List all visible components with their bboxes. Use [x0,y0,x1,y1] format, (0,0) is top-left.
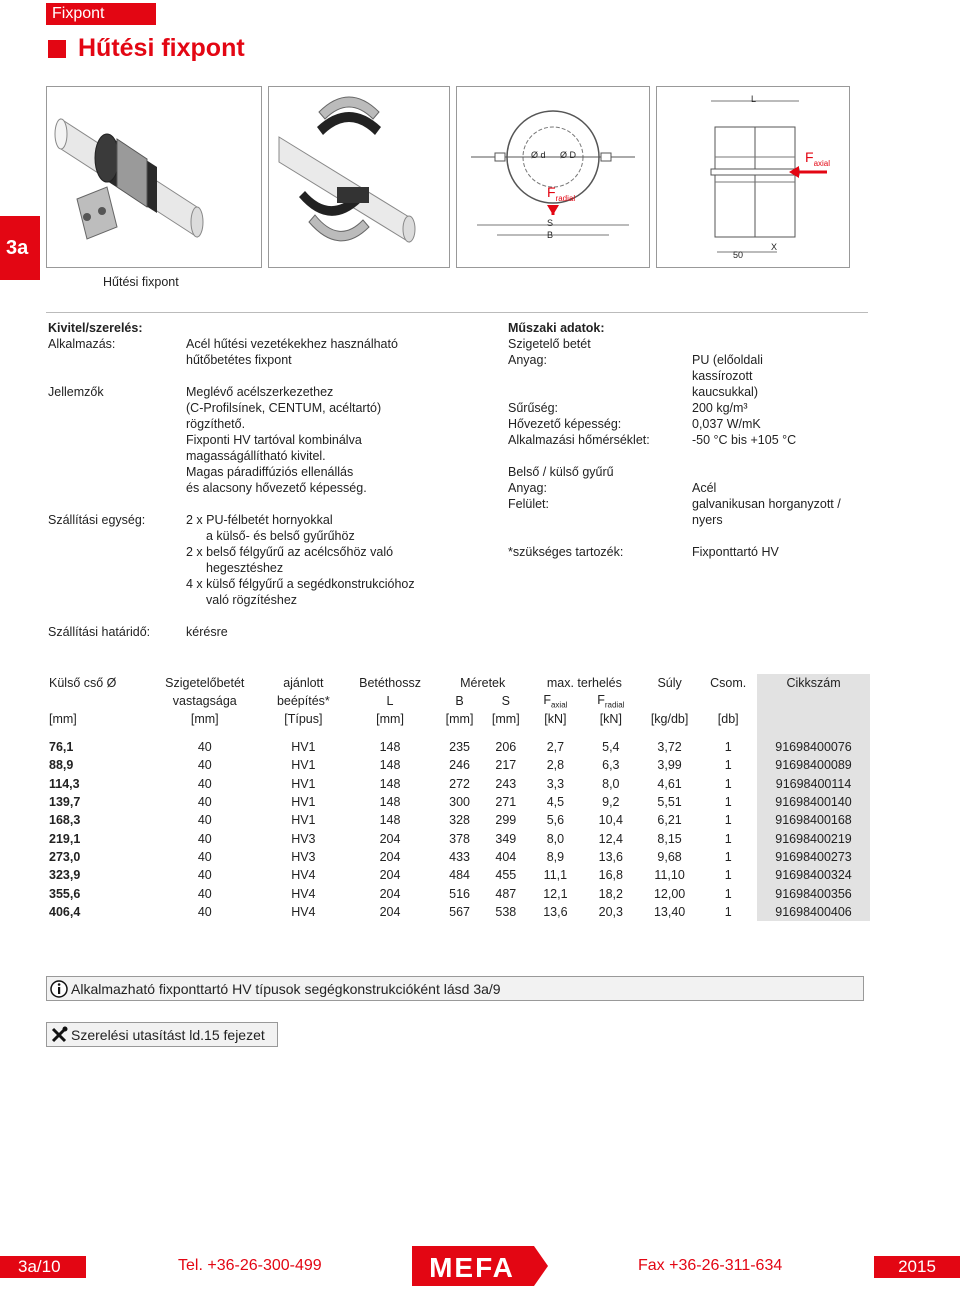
szallitasi-line: 4 x külső félgyűrű a segédkonstrukcióhoz [186,577,415,591]
table-cell: 11,10 [654,868,685,883]
table-cell: 18,2 [598,886,623,901]
col-header [699,692,757,710]
page-number: 3a/10 [0,1256,86,1278]
table-cell: 299 [495,813,517,828]
f-radial-label: $F_{radial}$ [547,184,576,203]
page-title: Hűtési fixpont [78,34,245,62]
figure-caption: Hűtési fixpont [103,275,179,289]
table-row [46,829,870,847]
table-cell: 139,7 [49,795,81,810]
table-cell: 148 [379,813,401,828]
felulet-line: nyers [692,513,723,527]
s-dim-label: S [547,218,554,228]
footer-year: 2015 [874,1256,960,1278]
jellemzok-line: Fixponti HV tartóval kombinálva [186,433,362,447]
divider [46,312,868,313]
logo-text: MEFA [429,1252,515,1283]
table-cell: 10,4 [598,813,623,828]
tools-icon [50,1026,68,1044]
table-row [46,866,870,884]
table-cell: 40 [197,740,212,755]
unit-cell: [db] [717,712,739,726]
chapter-tab: 3a [0,216,40,280]
alkalmazas-line: Acél hűtési vezetékekhez használható [186,337,398,351]
unit-cell: [mm] [445,712,474,726]
anyag-line: kassírozott [692,369,753,383]
table-cell: 91698400219 [757,829,870,847]
szallitasi-line: 2 x belső félgyűrű az acélcsőhöz való [186,545,394,559]
table-cell: HV4 [291,886,316,901]
table-cell: 40 [197,849,212,864]
col-header [640,692,700,710]
jellemzok-line: Magas páradiffúziós ellenállás [186,465,354,479]
suruseg-label: Sűrűség: [508,401,559,415]
jellemzok-line: magasságállítható kivitel. [186,449,326,463]
suruseg-value: 200 kg/m³ [692,401,748,415]
table-cell: 168,3 [49,813,81,828]
l-dim-label: L [751,94,757,104]
table-row [46,811,870,829]
table-cell: 204 [379,904,401,919]
table-cell: 91698400406 [757,903,870,921]
jellemzok-line: (C-Profilsínek, CENTUM, acéltartó) [186,401,382,415]
info-note-text: Alkalmazható fixponttartó HV típusok segégkonstrukcióként lásd 3a/9 [71,981,501,997]
unit-cell: [mm] [49,712,77,726]
table-cell: 204 [379,868,401,883]
footer-fax: Fax +36-26-311-634 [638,1257,783,1274]
table-cell: 91698400273 [757,848,870,866]
table-cell: 91698400140 [757,793,870,811]
unit-cell: [kN] [544,712,567,726]
table-cell: 4,61 [657,776,682,791]
col-header [757,692,870,710]
table-cell: 300 [449,795,470,810]
table-cell: 114,3 [49,776,80,791]
info-icon [50,980,68,998]
table-cell: HV1 [291,776,316,791]
table-cell: 40 [197,795,212,810]
table-cell: 273,0 [49,849,81,864]
homerseklet-value: -50 °C bis +105 °C [692,433,797,447]
table-cell: 91698400356 [757,884,870,902]
axial-drawing-box [656,86,850,268]
table-cell: HV1 [291,795,316,810]
tartozek-label: *szükséges tartozék: [508,545,624,559]
table-cell: 404 [495,849,517,864]
jellemzok-line: Meglévő acélszerkezethez [186,385,334,399]
table-cell: HV3 [291,849,316,864]
table-cell: 40 [197,758,212,773]
hatarido-value: kérésre [186,625,228,639]
table-cell: 91698400114 [757,775,870,793]
table-cell: 1 [724,849,732,864]
szallitasi-line: hegesztéshez [206,561,284,575]
table-cell: 2,8 [546,758,565,773]
table-cell: 91698400324 [757,866,870,884]
table-cell: 204 [379,849,401,864]
table-cell: 271 [495,795,517,810]
table-cell: 8,9 [546,849,565,864]
table-cell: 40 [197,813,212,828]
col-header: $F_{axial}$ [543,692,568,710]
unit-cell: [mm] [491,712,520,726]
table-row [46,775,870,793]
kivitel-heading: Kivitel/szerelés: [48,321,143,335]
unit-cell: [Típus] [284,712,323,726]
spacer-row [46,728,870,738]
table-cell: 567 [449,904,470,919]
exploded-view-image [269,87,449,267]
fifty-dim-label: 50 [733,250,744,260]
col-header: Cikkszám [757,674,870,692]
table-cell: 243 [495,776,517,791]
table-cell: 76,1 [49,740,74,755]
unit-cell [757,710,870,728]
table-cell: 206 [495,740,517,755]
install-note [46,1022,278,1047]
table-cell: 40 [197,831,212,846]
table-cell: 13,40 [653,904,686,919]
unit-cell: [mm] [190,712,219,726]
table-cell: 1 [724,740,732,755]
muszaki-heading: Műszaki adatok: [508,321,605,335]
table-cell: 148 [379,758,401,773]
anyag2-value: Acél [692,481,717,495]
table-cell: 88,9 [49,758,74,773]
anyag-line: kaucsukkal) [692,385,758,399]
table-cell: 6,21 [657,813,682,828]
table-cell: 148 [379,795,401,810]
anyag-line: PU (előoldali [692,353,763,367]
table-row [46,903,870,921]
table-cell: 40 [197,904,212,919]
table-cell: 235 [449,740,470,755]
table-cell: 8,0 [546,831,565,846]
table-cell: 538 [495,904,517,919]
hovezeto-value: 0,037 W/mK [692,417,761,431]
table-cell: 378 [449,831,470,846]
table-cell: 272 [449,776,470,791]
table-row [46,793,870,811]
axial-drawing [657,87,849,267]
col-header: Betéthossz [359,676,421,690]
homerseklet-label: Alkalmazási hőmérséklet: [508,433,650,447]
table-cell: 40 [197,886,212,901]
table-header-row [46,692,870,710]
table-cell: 1 [724,813,732,828]
table-cell: 3,99 [657,758,682,773]
szallitasi-label: Szállítási egység: [48,513,146,527]
table-cell: 8,0 [602,776,620,791]
table-cell: 2,7 [546,740,565,755]
table-cell: 204 [379,831,401,846]
table-cell: HV4 [291,904,316,919]
table-cell: 8,15 [657,831,682,846]
table-cell: 484 [449,868,470,883]
table-cell: 12,1 [543,886,568,901]
table-cell: 12,4 [598,831,623,846]
jellemzok-line: és alacsony hővezető képesség. [186,481,367,495]
table-cell: 5,4 [602,740,620,755]
col-header: Szigetelőbetét [165,676,245,690]
section-tab: Fixpont [46,3,156,25]
table-row [46,848,870,866]
table-cell: HV1 [291,758,316,773]
table-cell: 5,6 [546,813,565,828]
col-header: B [455,694,464,708]
table-cell: 219,1 [49,831,81,846]
table-cell: 13,6 [598,849,623,864]
table-cell: 9,2 [602,795,620,810]
table-row [46,884,870,902]
table-cell: 323,9 [49,868,81,883]
radial-drawing-box [456,86,650,268]
table-cell: HV3 [291,831,316,846]
col-header [46,692,146,710]
insert-title: Szigetelő betét [508,337,591,351]
f-axial-label: $F_{axial}$ [805,149,831,168]
col-header: vastagsága [172,694,237,708]
table-cell: 9,68 [657,849,682,864]
col-header: beépítés* [276,694,330,708]
table-cell: 13,6 [543,904,568,919]
col-header: Méretek [460,676,506,690]
table-cell: 4,5 [546,795,565,810]
product-image-box [46,86,262,268]
table-cell: 3,3 [546,776,565,791]
table-cell: 328 [449,813,470,828]
table-cell: 1 [724,831,732,846]
od-label: Ø d [531,150,546,160]
unit-cell: [mm] [376,712,404,726]
table-cell: 91698400168 [757,811,870,829]
x-dim-label: X [771,242,778,252]
table-cell: 1 [724,795,732,810]
table-cell: 1 [724,868,732,883]
col-header: ajánlott [283,676,324,690]
table-cell: 148 [379,740,401,755]
tartozek-value: Fixponttartó HV [692,545,779,559]
table-cell: HV4 [291,868,316,883]
gyuru-title: Belső / külső gyűrű [508,465,614,479]
jellemzok-line: rögzíthető. [186,417,246,431]
table-units-row [46,710,870,728]
table-cell: 455 [495,868,517,883]
table-cell: 355,6 [49,886,81,901]
col-header: max. terhelés [546,676,622,690]
table-cell: HV1 [291,813,316,828]
table-cell: 6,3 [602,758,620,773]
footer-tel: Tel. +36-26-300-499 [178,1257,322,1274]
table-cell: 16,8 [598,868,623,883]
szallitasi-line: a külső- és belső gyűrűhöz [206,529,355,543]
table-cell: 91698400089 [757,756,870,774]
table-cell: 11,1 [543,868,568,883]
title-marker [48,40,66,58]
table-cell: 204 [379,886,401,901]
felulet-label: Felület: [508,497,549,511]
table-cell: 406,4 [49,904,81,919]
unit-cell: [kg/db] [650,712,689,726]
col-header: S [501,694,510,708]
table-cell: 433 [449,849,470,864]
table-header-row [46,674,870,692]
szallitasi-line: való rögzítéshez [206,593,298,607]
anyag-label: Anyag: [508,353,547,367]
col-header: $F_{radial}$ [597,692,625,710]
table-row [46,738,870,756]
table-cell: 40 [197,868,212,883]
table-cell: 487 [495,886,517,901]
oD-label: Ø D [560,150,577,160]
exploded-view-box [268,86,450,268]
table-cell: 3,72 [657,740,682,755]
table-row [46,756,870,774]
table-cell: 91698400076 [757,738,870,756]
table-cell: 12,00 [653,886,686,901]
hovezeto-label: Hővezető képesség: [508,417,622,431]
jellemzok-label: Jellemzők [48,385,104,399]
col-header: Súly [657,676,682,690]
product-image [47,87,261,267]
col-header: L [386,694,394,708]
col-header: Külső cső Ø [49,676,117,690]
table-cell: 1 [724,904,732,919]
mefa-logo [412,1243,548,1289]
table-cell: 40 [197,776,212,791]
install-note-text: Szerelési utasítást ld.15 fejezet [71,1027,265,1043]
table-cell: 1 [724,776,732,791]
spec-table [46,674,870,921]
anyag2-label: Anyag: [508,481,547,495]
szallitasi-line: 2 x PU-félbetét hornyokkal [186,513,333,527]
alkalmazas-line: hűtőbetétes fixpont [186,353,292,367]
table-cell: 246 [449,758,470,773]
table-cell: 148 [379,776,401,791]
table-cell: 349 [495,831,517,846]
info-note [46,976,864,1001]
alkalmazas-label: Alkalmazás: [48,337,116,351]
table-cell: 516 [449,886,470,901]
hatarido-label: Szállítási határidő: [48,625,151,639]
table-cell: 20,3 [598,904,623,919]
b-dim-label: B [547,230,554,240]
table-cell: 217 [495,758,517,773]
table-cell: 1 [724,758,732,773]
col-header: Csom. [710,676,747,690]
table-cell: 1 [724,886,732,901]
unit-cell: [kN] [599,712,622,726]
felulet-line: galvanikusan horganyzott / [692,497,841,511]
table-cell: HV1 [291,740,316,755]
table-cell: 5,51 [657,795,682,810]
